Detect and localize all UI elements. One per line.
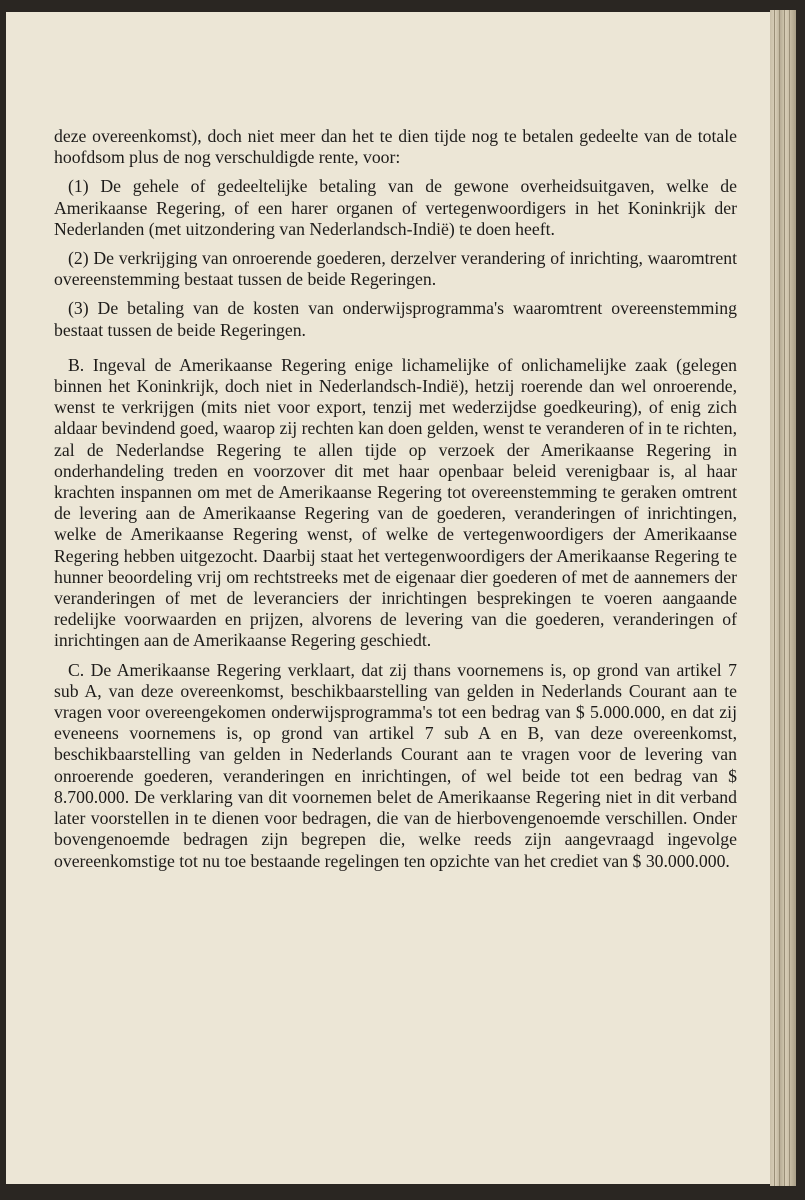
page-edge-line bbox=[779, 10, 780, 1186]
paragraph-item-2: (2) De verkrijging van onroerende goederen, derzelver verandering of inrichting, waaromtrent overeenstemming bestaat tussen de beide Regeringen. bbox=[54, 248, 737, 290]
document-page bbox=[6, 12, 776, 1184]
paragraph-intro: deze overeenkomst), doch niet meer dan het te dien tijde nog te betalen gedeelte van de totale hoofdsom plus de nog verschuldigde rente, voor: bbox=[54, 126, 737, 168]
body-text bbox=[54, 126, 737, 872]
paragraph-section-c: C. De Amerikaanse Regering verklaart, dat zij thans voornemens is, op grond van artikel 7 sub A, van deze overeenkomst, beschikbaarstelling van gelden in Nederlands Courant aan te vragen voor overeengekomen onderwijsprogramma's tot een bedrag van $ 5.000.000, en dat zij eveneens voornemens is, op grond van artikel 7 sub A en B, van deze overeenkomst, beschikbaarstelling van gelden in Nederlands Courant aan te vragen voor de levering van onroerende goederen, veranderingen en inrichtingen, of wel beide tot een bedrag van $ 8.700.000. De verklaring van dit voornemen belet de Amerikaanse Regering niet in dit verband later voorstellen in te dienen voor bedragen, die van de hierbovengenoemde verschillen. Onder bovengenoemde bedragen zijn begrepen die, welke reeds zijn aangevraagd ingevolge overeenkomstige tot nu toe bestaande regelingen ten opzichte van het crediet van $ 30.000.000. bbox=[54, 659, 737, 871]
page-edge-line bbox=[789, 10, 790, 1186]
page-stack-edge bbox=[770, 10, 796, 1186]
scan-background bbox=[0, 1186, 805, 1200]
paragraph-item-3: (3) De betaling van de kosten van onderwijsprogramma's waaromtrent overeenstemming bestaat tussen de beide Regeringen. bbox=[54, 298, 737, 340]
paragraph-section-b: B. Ingeval de Amerikaanse Regering enige lichamelijke of onlichamelijke zaak (gelegen binnen het Koninkrijk, doch niet in Nederlandsch-Indië), hetzij roerende dan wel onroerende, wenst te verkrijgen (mits niet voor export, tenzij met wederzijdse goedkeuring), of enig zich aldaar bevindend goed, waarop zij rechten kan doen gelden, wenst te veranderen of in te richten, zal de Nederlandse Regering te allen tijde op verzoek der Amerikaanse Regering in onderhandeling treden en voorzover dit met haar openbaar beleid verenigbaar is, al haar krachten inspannen om met de Amerikaanse Regering tot overeenstemming te geraken omtrent de levering aan de Amerikaanse Regering van de goederen, veranderingen of inrichtingen, welke de Amerikaanse Regering wenst, of welke de vertegenwoordigers der Amerikaanse Regering hebben uitgezocht. Daarbij staat het vertegenwoordigers der Amerikaanse Regering te hunner beoordeling vrij om rechtstreeks met de eigenaar dier goederen of met de aannemers der veranderingen of met de leveranciers der inrichtingen besprekingen te voeren aangaande redelijke voorwaarden en prijzen, alvorens de levering van die goederen, veranderingen of inrichtingen aan de Amerikaanse Regering geschiedt. bbox=[54, 354, 737, 651]
page-edge-line bbox=[784, 10, 785, 1186]
page-edge-line bbox=[774, 10, 775, 1186]
paragraph-item-1: (1) De gehele of gedeeltelijke betaling van de gewone overheidsuitgaven, welke de Amerikaanse Regering, of een harer organen of vertegenwoordigers in het Koninkrijk der Nederlanden (met uitzondering van Nederlandsch-Indië) te doen heeft. bbox=[54, 176, 737, 239]
